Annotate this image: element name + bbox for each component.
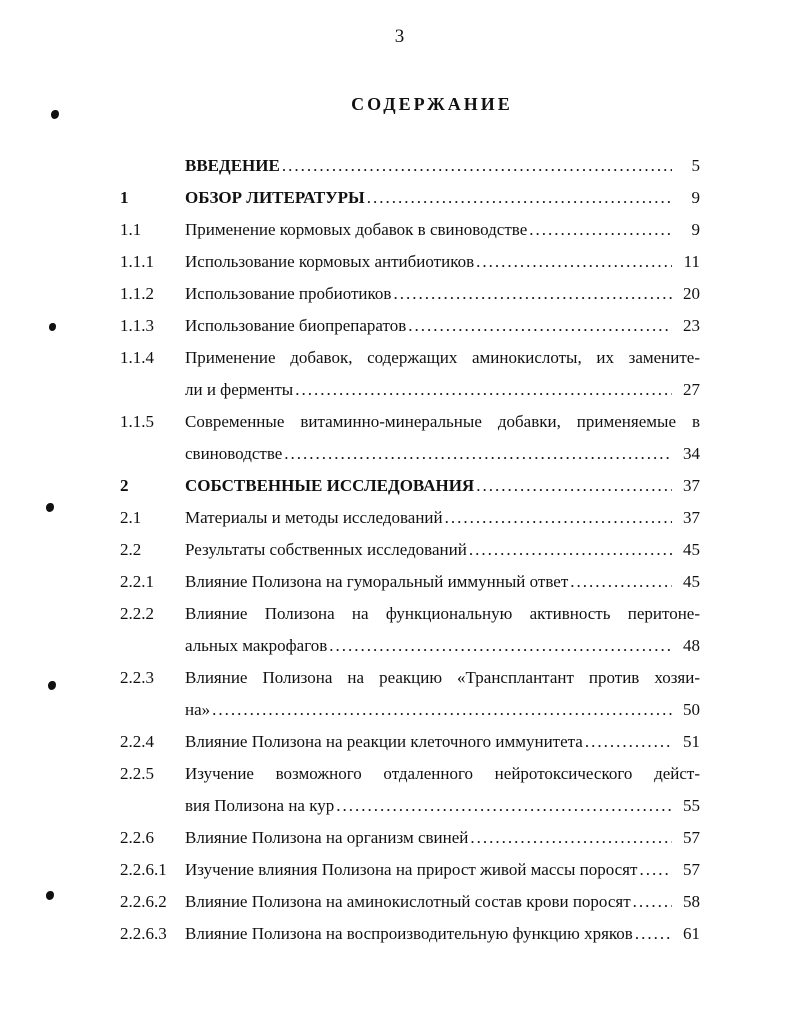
toc-entry-title: альных макрофагов — [185, 636, 328, 655]
toc-entry-number: 2.2.5 — [120, 764, 154, 783]
toc-entry-page: 9 — [691, 220, 700, 239]
toc-entry-number: 2.2.6.1 — [120, 860, 167, 879]
toc-entry-title: Изучение влияния Полизона на прирост живой массы поросят — [185, 860, 638, 879]
toc-entry-title: Использование кормовых антибиотиков — [185, 252, 475, 271]
toc-entry-page: 57 — [683, 828, 700, 847]
dot-leader — [635, 923, 672, 945]
toc-entry-text-line: Современные витаминно-минеральные добавки, применяемые в — [185, 412, 700, 431]
toc-entry-title: ли и ферменты — [185, 380, 294, 399]
dot-leader — [470, 827, 672, 849]
scan-speck — [51, 110, 59, 119]
toc-entry-number: 2.2.6 — [120, 828, 154, 847]
toc-entry-title: Влияние Полизона на гуморальный иммунный ответ — [185, 572, 569, 591]
toc-entry-page: 11 — [683, 252, 700, 271]
toc-entry-title: на» — [185, 700, 211, 719]
toc-entry-page: 57 — [683, 860, 700, 879]
dot-leader — [529, 219, 672, 241]
toc-entry-number: 2.2.6.3 — [120, 924, 167, 943]
dot-leader — [284, 443, 672, 465]
toc-entry-page: 34 — [683, 444, 700, 463]
toc-entry-page: 27 — [683, 380, 700, 399]
toc-entry-page: 50 — [683, 700, 700, 719]
dot-leader — [469, 539, 672, 561]
scan-speck — [46, 891, 54, 900]
dot-leader — [408, 315, 672, 337]
toc-entry-number: 1.1.5 — [120, 412, 154, 431]
toc-entry-title: ОБЗОР ЛИТЕРАТУРЫ — [185, 188, 365, 207]
toc-entry-number: 2 — [120, 476, 129, 495]
toc-entry-title: Влияние Полизона на аминокислотный состав крови поросят — [185, 892, 631, 911]
toc-entry-page: 9 — [691, 188, 700, 207]
dot-leader — [393, 283, 672, 305]
scan-speck — [48, 681, 56, 690]
toc-entry-number: 1.1.4 — [120, 348, 154, 367]
dot-leader — [329, 635, 672, 657]
toc-entry-text-line: Влияние Полизона на реакцию «Трансплантант против хозяи- — [185, 668, 700, 687]
toc-entry-page: 37 — [683, 476, 700, 495]
toc-entry-title: свиноводстве — [185, 444, 283, 463]
toc-entry-page: 61 — [683, 924, 700, 943]
toc-entry-page: 20 — [683, 284, 700, 303]
page-number: 3 — [394, 26, 405, 47]
toc-entry-page: 5 — [691, 156, 700, 175]
toc-entry-number: 1.1.1 — [120, 252, 154, 271]
toc-entry-title: Материалы и методы исследований — [185, 508, 443, 527]
page-title: СОДЕРЖАНИЕ — [351, 94, 513, 114]
toc-entry-title: Влияние Полизона на воспроизводительную функцию хряков — [185, 924, 633, 943]
dot-leader — [282, 155, 672, 177]
toc-entry-number: 1.1.3 — [120, 316, 154, 335]
toc-entry-number: 2.2.2 — [120, 604, 154, 623]
dot-leader — [476, 251, 672, 273]
dot-leader — [639, 859, 672, 881]
scan-speck — [46, 503, 54, 512]
dot-leader — [476, 475, 672, 497]
toc-entry-number: 1.1 — [120, 220, 142, 239]
toc-entry-page: 51 — [683, 732, 700, 751]
dot-leader — [212, 699, 672, 721]
dot-leader — [336, 795, 672, 817]
toc-entry-text-line: Изучение возможного отдаленного нейротоксического дейст- — [185, 764, 700, 783]
toc-entry-title: ВВЕДЕНИЕ — [185, 156, 280, 175]
toc-entry-title: Использование биопрепаратов — [185, 316, 407, 335]
toc-entry-number: 2.2.6.2 — [120, 892, 167, 911]
toc-entry-number: 2.2.1 — [120, 572, 154, 591]
toc-entry-page: 45 — [683, 540, 700, 559]
scan-speck — [49, 323, 56, 331]
dot-leader — [295, 379, 672, 401]
toc-entry-page: 55 — [683, 796, 700, 815]
toc-entry-text-line: Применение добавок, содержащих аминокислоты, их замените- — [185, 348, 700, 367]
dot-leader — [585, 731, 672, 753]
dot-leader — [367, 187, 672, 209]
toc-entry-number: 2.2.4 — [120, 732, 154, 751]
toc-entry-number: 1 — [120, 188, 129, 207]
toc-entry-page: 58 — [683, 892, 700, 911]
toc-entry-title: Влияние Полизона на организм свиней — [185, 828, 469, 847]
dot-leader — [633, 891, 672, 913]
toc-entry-title: Результаты собственных исследований — [185, 540, 467, 559]
toc-entry-title: Влияние Полизона на реакции клеточного иммунитета — [185, 732, 583, 751]
toc-entry-page: 23 — [683, 316, 700, 335]
toc-entry-text-line: Влияние Полизона на функциональную активность перитоне- — [185, 604, 700, 623]
toc-entry-number: 2.2.3 — [120, 668, 154, 687]
toc-entry-title: СОБСТВЕННЫЕ ИССЛЕДОВАНИЯ — [185, 476, 475, 495]
toc-entry-page: 45 — [683, 572, 700, 591]
toc-entry-page: 48 — [683, 636, 700, 655]
toc-entry-number: 2.1 — [120, 508, 142, 527]
toc-entry-number: 1.1.2 — [120, 284, 154, 303]
dot-leader — [570, 571, 672, 593]
toc-entry-number: 2.2 — [120, 540, 142, 559]
toc-entry-title: Использование пробиотиков — [185, 284, 392, 303]
toc-entry-page: 37 — [683, 508, 700, 527]
dot-leader — [445, 507, 672, 529]
toc-entry-title: вия Полизона на кур — [185, 796, 335, 815]
toc-entry-title: Применение кормовых добавок в свиноводстве — [185, 220, 528, 239]
